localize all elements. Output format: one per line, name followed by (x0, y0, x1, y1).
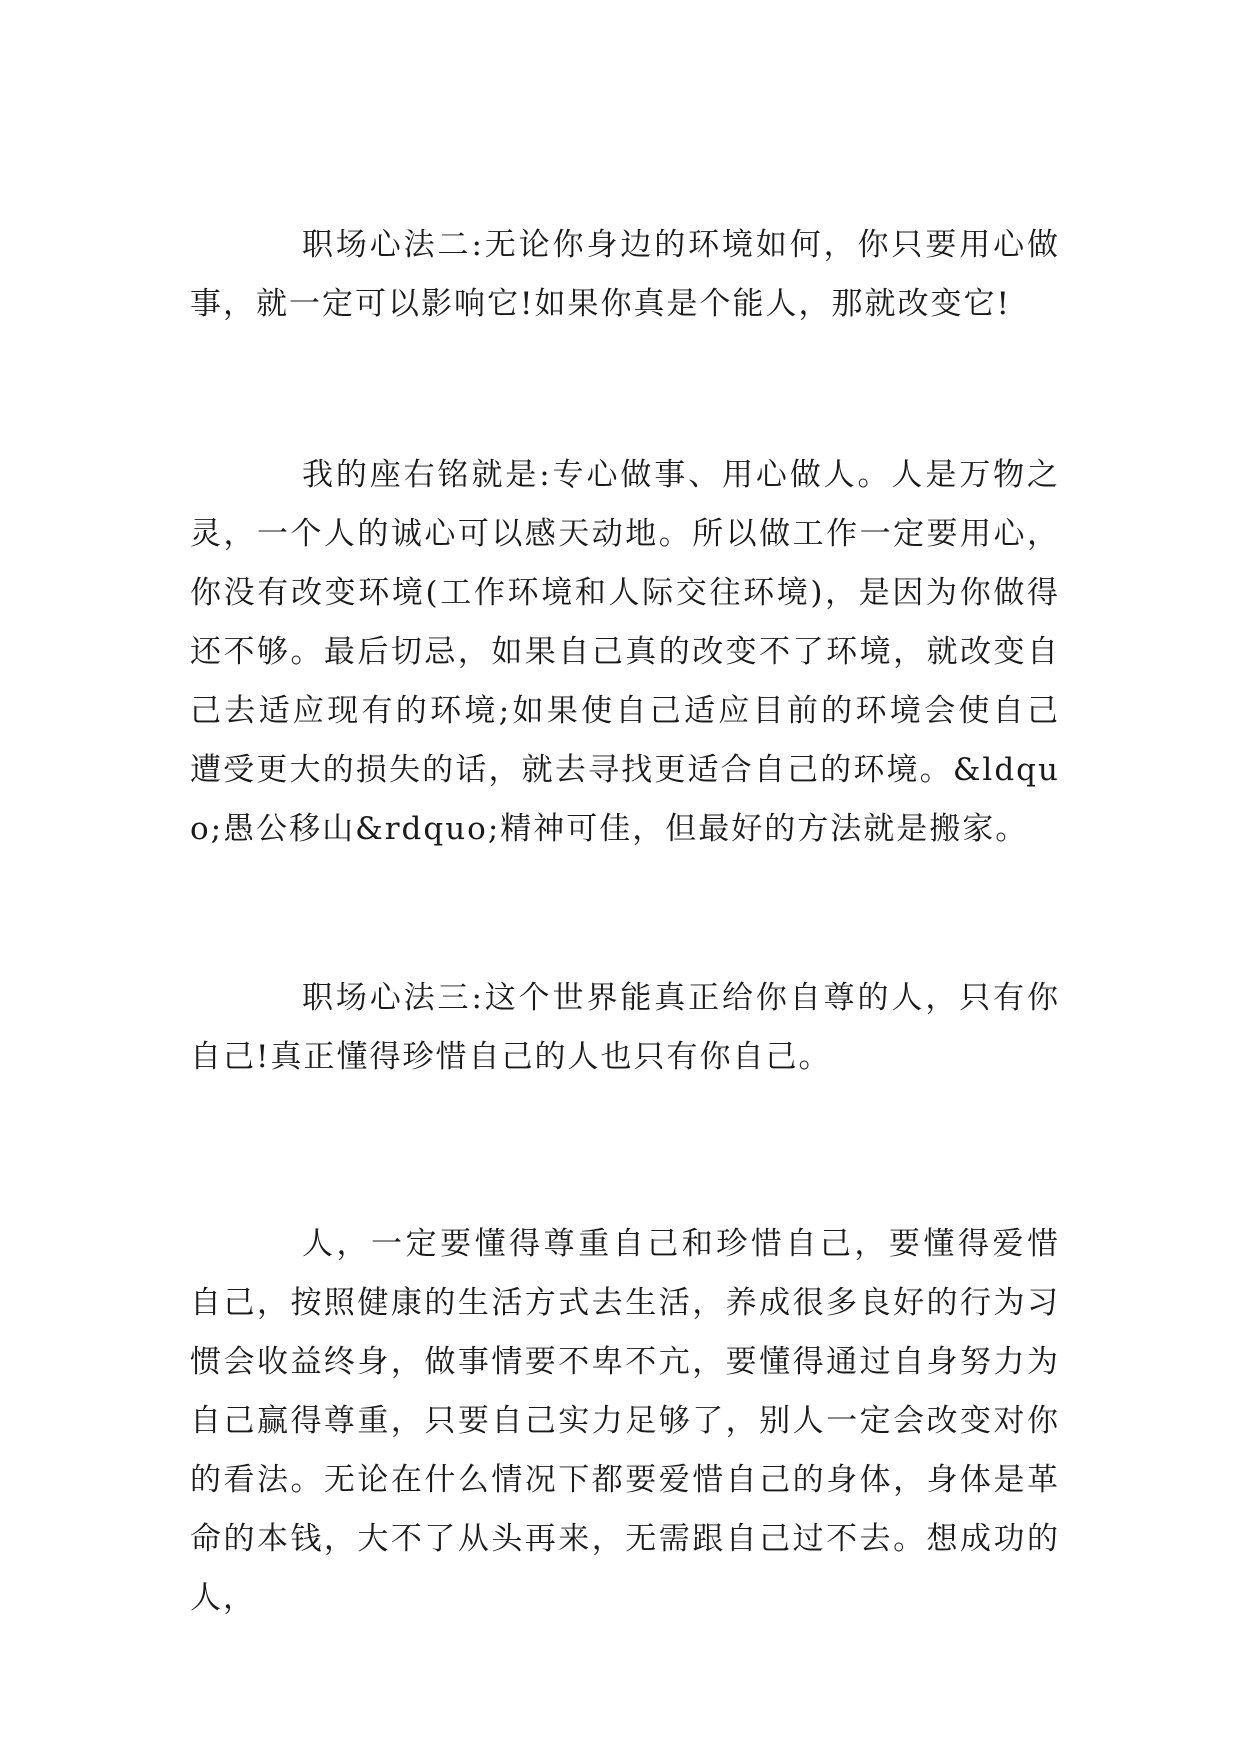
paragraph-self-respect: 人，一定要懂得尊重自己和珍惜自己，要懂得爱惜自己，按照健康的生活方式去生活，养成很多良好的行为习惯会收益终身，做事情要不卑不亢，要懂得通过自身努力为自己赢得尊重，只要自己实力足够了，别人一定会改变对你的看法。无论在什么情况下都要爱惜自己的身体，身体是革命的本钱，大不了从头再来，无需跟自己过不去。想成功的人， (190, 1226, 1060, 1616)
paragraph-career-tip-three: 职场心法三:这个世界能真正给你自尊的人，只有你自己!真正懂得珍惜自己的人也只有你自己。 (190, 980, 1060, 1075)
paragraph-career-tip-two: 职场心法二:无论你身边的环境如何，你只要用心做事，就一定可以影响它!如果你真是个能人，那就改变它! (190, 227, 1060, 322)
paragraph-motto: 我的座右铭就是:专心做事、用心做人。人是万物之灵，一个人的诚心可以感天动地。所以做工作一定要用心，你没有改变环境(工作环境和人际交往环境)，是因为你做得还不够。最后切忌，如果自己真的改变不了环境，就改变自己去适应现有的环境;如果使自己适应目前的环境会使自己遭受更大的损失的话，就去寻找更适合自己的环境。&ldquo;愚公移山&rdquo;精神可佳，但最好的方法就是搬家。 (190, 457, 1060, 847)
